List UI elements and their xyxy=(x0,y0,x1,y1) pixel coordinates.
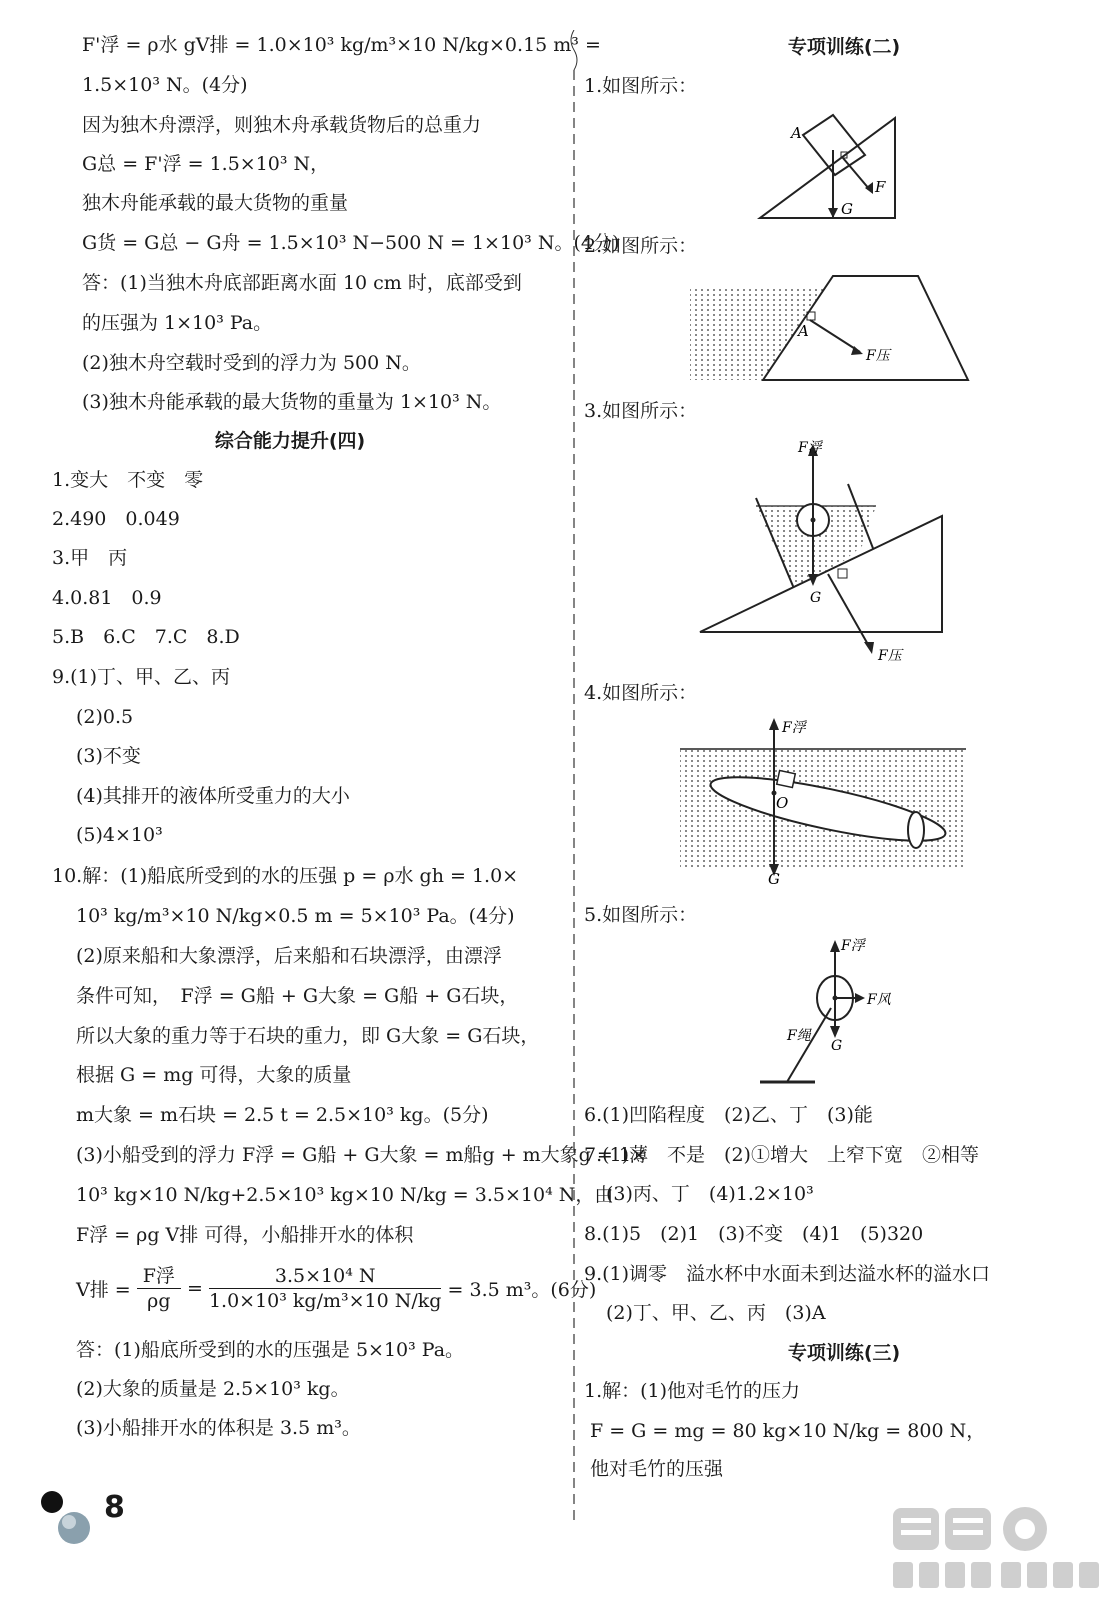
volume-formula xyxy=(76,1264,596,1313)
formula-mid: = xyxy=(186,1277,203,1300)
q10-line: (3)小船受到的浮力 F浮 = G船 + G大象 = m船g + m大象g = 1× xyxy=(76,1144,647,1166)
formula-rhs: = 3.5 m³。(6分) xyxy=(447,1279,597,1301)
fig3-label: F浮 xyxy=(798,440,822,456)
calc-line: 因为独木舟漂浮，则独木舟承载货物后的总重力 xyxy=(82,114,482,136)
answer-line: 9.(1)调零 溢水杯中水面未到达溢水杯的溢水口 xyxy=(584,1263,991,1285)
q10-line: 根据 G = mg 可得，大象的质量 xyxy=(76,1064,352,1086)
answer-line: (5)4×10³ xyxy=(76,824,163,846)
fig5-label: F风 xyxy=(867,992,891,1008)
answer-line: 5.B 6.C 7.C 8.D xyxy=(52,626,240,648)
page-number: 8 xyxy=(104,1490,125,1525)
answer-line: (2)0.5 xyxy=(76,706,134,728)
calc-line: 1.5×10³ N。(4分) xyxy=(82,74,248,96)
fraction-1-den: ρg xyxy=(147,1290,171,1312)
fig5-label: G xyxy=(831,1038,843,1054)
fraction-2 xyxy=(209,1264,442,1313)
fig5-label: F浮 xyxy=(841,938,865,954)
calc-line: G货 = G总 − G舟 = 1.5×10³ N−500 N = 1×10³ N。(4分) xyxy=(82,232,620,254)
answer-line: 2.490 0.049 xyxy=(52,508,180,530)
fig-item-1: 1.如图所示： xyxy=(584,75,698,97)
fig2-label: F压 xyxy=(866,348,890,364)
q10-line: 10³ kg/m³×10 N/kg×0.5 m = 5×10³ Pa。(4分) xyxy=(76,905,515,927)
answer-line: 3.甲 丙 xyxy=(52,547,128,569)
q10-line: 所以大象的重力等于石块的重力，即 G大象 = G石块， xyxy=(76,1025,540,1047)
q10-answer: 答：(1)船底所受到的水的压强是 5×10³ Pa。 xyxy=(76,1339,465,1361)
answer-line: 1.变大 不变 零 xyxy=(52,469,204,491)
calc-line: 独木舟能承载的最大货物的重量 xyxy=(82,192,349,214)
fraction-2-num: 3.5×10⁴ N xyxy=(209,1264,442,1289)
answer-line: 8.(1)5 (2)1 (3)不变 (4)1 (5)320 xyxy=(584,1223,924,1245)
fig4-label: O xyxy=(776,794,789,812)
calc-line: G总 = F'浮 = 1.5×10³ N， xyxy=(82,153,330,175)
calc-line: 答：(1)当独木舟底部距离水面 10 cm 时，底部受到 xyxy=(82,272,522,294)
q10-line: m大象 = m石块 = 2.5 t = 2.5×10³ kg。(5分) xyxy=(76,1104,489,1126)
fraction-1-num: F浮 xyxy=(137,1264,181,1289)
answer-line: 7.(1)薄 不是 (2)①增大 上窄下宽 ②相等 xyxy=(584,1144,979,1166)
calc-line: F'浮 = ρ水 gV排 = 1.0×10³ kg/m³×10 N/kg×0.15 m³ = xyxy=(82,34,601,56)
fraction-1 xyxy=(137,1264,181,1313)
q10-line: (2)原来船和大象漂浮，后来船和石块漂浮，由漂浮 xyxy=(76,945,502,967)
q10-answer: (3)小船排开水的体积是 3.5 m³。 xyxy=(76,1417,361,1439)
answer-line: (4)其排开的液体所受重力的大小 xyxy=(76,785,350,807)
q10-line: 10³ kg×10 N/kg+2.5×10³ kg×10 N/kg = 3.5×10⁴ N，由 xyxy=(76,1184,614,1206)
fig-item-3: 3.如图所示： xyxy=(584,400,698,422)
fig2-label: A xyxy=(798,322,809,340)
section-title-2: 专项训练(二) xyxy=(787,36,901,58)
figure-3-container xyxy=(698,434,948,666)
fraction-2-den: 1.0×10³ kg/m³×10 N/kg xyxy=(208,1290,442,1312)
answer-line: (2)丁、甲、乙、丙 (3)A xyxy=(606,1302,826,1324)
page-corner-icon xyxy=(38,1488,100,1550)
formula-lhs: V排 = xyxy=(76,1279,131,1301)
figure-5-balloon xyxy=(755,936,895,1088)
answer-line: 9.(1)丁、甲、乙、丙 xyxy=(52,666,231,688)
answer-line: 6.(1)凹陷程度 (2)乙、丁 (3)能 xyxy=(584,1104,873,1126)
answer-line: 4.0.81 0.9 xyxy=(52,587,162,609)
fig1-label: G xyxy=(841,200,853,218)
answer-line: (3)丙、丁 (4)1.2×10³ xyxy=(606,1183,814,1205)
calc-line: (3)独木舟能承载的最大货物的重量为 1×10³ N。 xyxy=(82,391,502,413)
section-title-4: 综合能力提升(四) xyxy=(214,430,366,452)
section3-line: F = G = mg = 80 kg×10 N/kg = 800 N， xyxy=(590,1420,986,1442)
q10-line: 条件可知， F浮 = G船 + G大象 = G船 + G石块， xyxy=(76,985,519,1007)
fig4-label: G xyxy=(768,870,780,884)
q10-answer: (2)大象的质量是 2.5×10³ kg。 xyxy=(76,1378,350,1400)
calc-line: 的压强为 1×10³ Pa。 xyxy=(82,312,273,334)
section3-line: 1.解：(1)他对毛竹的压力 xyxy=(584,1380,801,1402)
q10-line: F浮 = ρg V排 可得，小船排开水的体积 xyxy=(76,1224,414,1246)
fig-item-2: 2.如图所示： xyxy=(584,235,698,257)
calc-line: (2)独木舟空载时受到的浮力为 500 N。 xyxy=(82,352,421,374)
answer-line: (3)不变 xyxy=(76,745,141,767)
fig-item-4: 4.如图所示： xyxy=(584,682,698,704)
figure-1-incline-box xyxy=(755,110,915,222)
fig-item-5: 5.如图所示： xyxy=(584,904,698,926)
q10-line: 10.解：(1)船底所受到的水的压强 p = ρ水 gh = 1.0× xyxy=(52,865,519,887)
watermark-logo xyxy=(885,1500,1103,1596)
column-divider xyxy=(568,30,580,1520)
fig3-label: G xyxy=(810,590,822,606)
section3-line: 他对毛竹的压强 xyxy=(590,1458,724,1480)
fig5-label: F绳 xyxy=(787,1028,811,1044)
fig3-label: F压 xyxy=(878,648,902,664)
section-title-3: 专项训练(三) xyxy=(787,1342,901,1364)
fig1-label: A xyxy=(791,124,802,142)
figure-4-submarine xyxy=(678,714,968,884)
fig1-label: F xyxy=(875,178,886,196)
fig4-label: F浮 xyxy=(782,720,806,736)
figure-2-dam xyxy=(688,268,973,384)
